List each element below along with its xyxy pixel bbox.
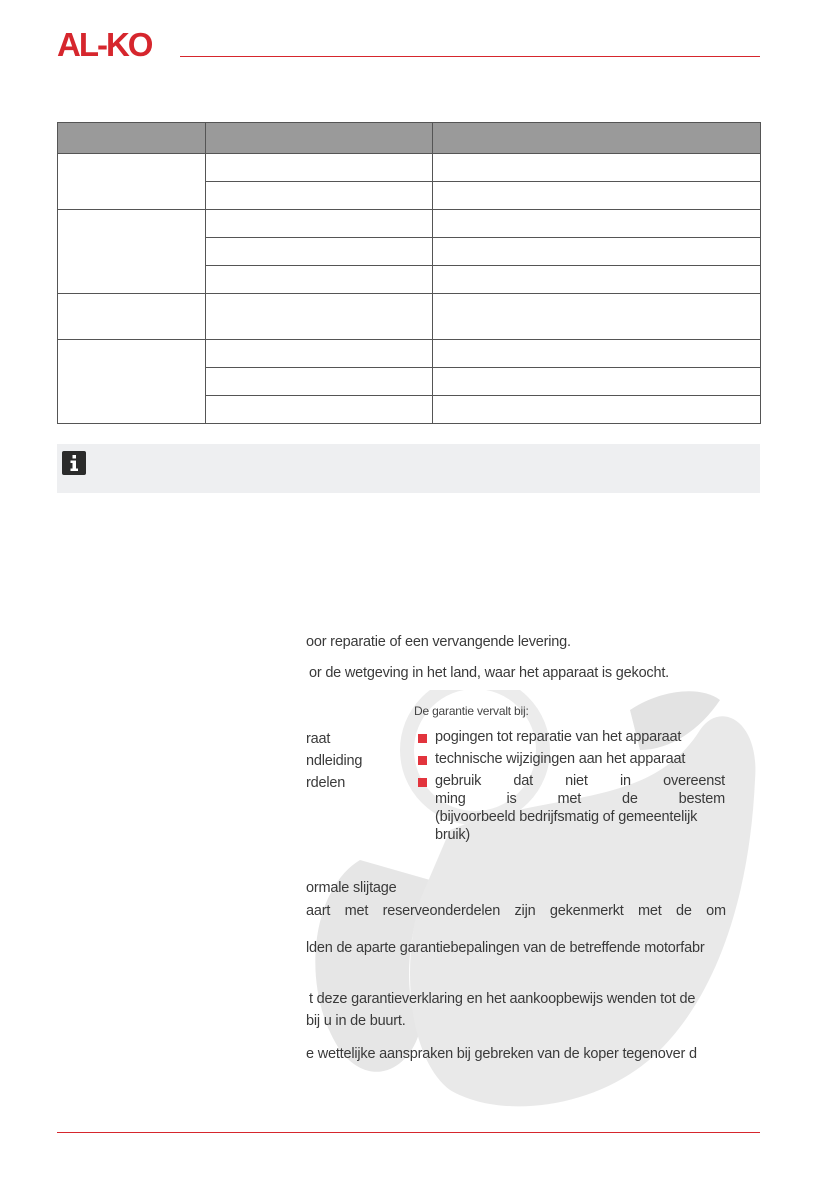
- bullet-marker: [418, 734, 427, 743]
- text-fragment: raat: [306, 731, 331, 747]
- specs-table: [57, 122, 761, 424]
- table-header-row: [58, 123, 761, 154]
- bullet-text: technische wijzigingen aan het apparaat: [435, 751, 686, 767]
- word: de: [621, 791, 638, 807]
- text-line: or de wetgeving in het land, waar het apparaat is gekocht.: [309, 665, 669, 681]
- footer-rule: [57, 1132, 760, 1133]
- word: niet: [565, 773, 588, 789]
- bullet-text: bruik): [435, 827, 471, 843]
- word: met: [638, 903, 662, 919]
- text-line: lden de aparte garantiebepalingen van de betreffende motorfabr: [306, 940, 705, 956]
- info-note-bar: [57, 444, 760, 493]
- text-line: t deze garantieverklaring en het aankoopbewijs wenden tot de: [309, 991, 696, 1007]
- word: in: [619, 773, 631, 789]
- text-line: oor reparatie of een vervangende levering.: [306, 634, 571, 650]
- word: aart: [306, 903, 331, 919]
- word: ming: [435, 791, 466, 807]
- word: gekenmerkt: [549, 903, 624, 919]
- bullet-marker: [418, 756, 427, 765]
- word: de: [676, 903, 692, 919]
- void-heading: De garantie vervalt bij:: [414, 704, 529, 718]
- word: om: [706, 903, 726, 919]
- info-icon: [62, 451, 86, 475]
- word: is: [506, 791, 517, 807]
- table-row: [58, 210, 761, 238]
- bullet-text: pogingen tot reparatie van het apparaat: [435, 729, 682, 745]
- table-row: [58, 340, 761, 368]
- word: zijn: [514, 903, 536, 919]
- word: overeenst: [663, 773, 725, 789]
- bullet-marker: [418, 778, 427, 787]
- word: bestem: [678, 791, 725, 807]
- text-line: ormale slijtage: [306, 880, 397, 896]
- bullet-text-justified: [435, 773, 725, 789]
- bullet-text: (bijvoorbeeld bedrijfsmatig of gemeentelijk: [435, 809, 698, 825]
- word: reserveonderdelen: [382, 903, 501, 919]
- logo-text: AL-KO: [57, 28, 152, 60]
- header-rule: [180, 56, 760, 57]
- text-line: e wettelijke aanspraken bij gebreken van de koper tegenover d: [306, 1046, 697, 1062]
- word: dat: [513, 773, 533, 789]
- word: met: [557, 791, 582, 807]
- word: gebruik: [435, 773, 482, 789]
- text-fragment: ndleiding: [306, 753, 363, 769]
- text-fragment: rdelen: [306, 775, 346, 791]
- table-row: [58, 154, 761, 182]
- text-line: bij u in de buurt.: [306, 1013, 406, 1029]
- alko-logo: [57, 28, 177, 60]
- table-row: [58, 294, 761, 340]
- bullet-text-justified: [435, 791, 725, 807]
- text-line-justified: [306, 903, 726, 919]
- word: met: [344, 903, 369, 919]
